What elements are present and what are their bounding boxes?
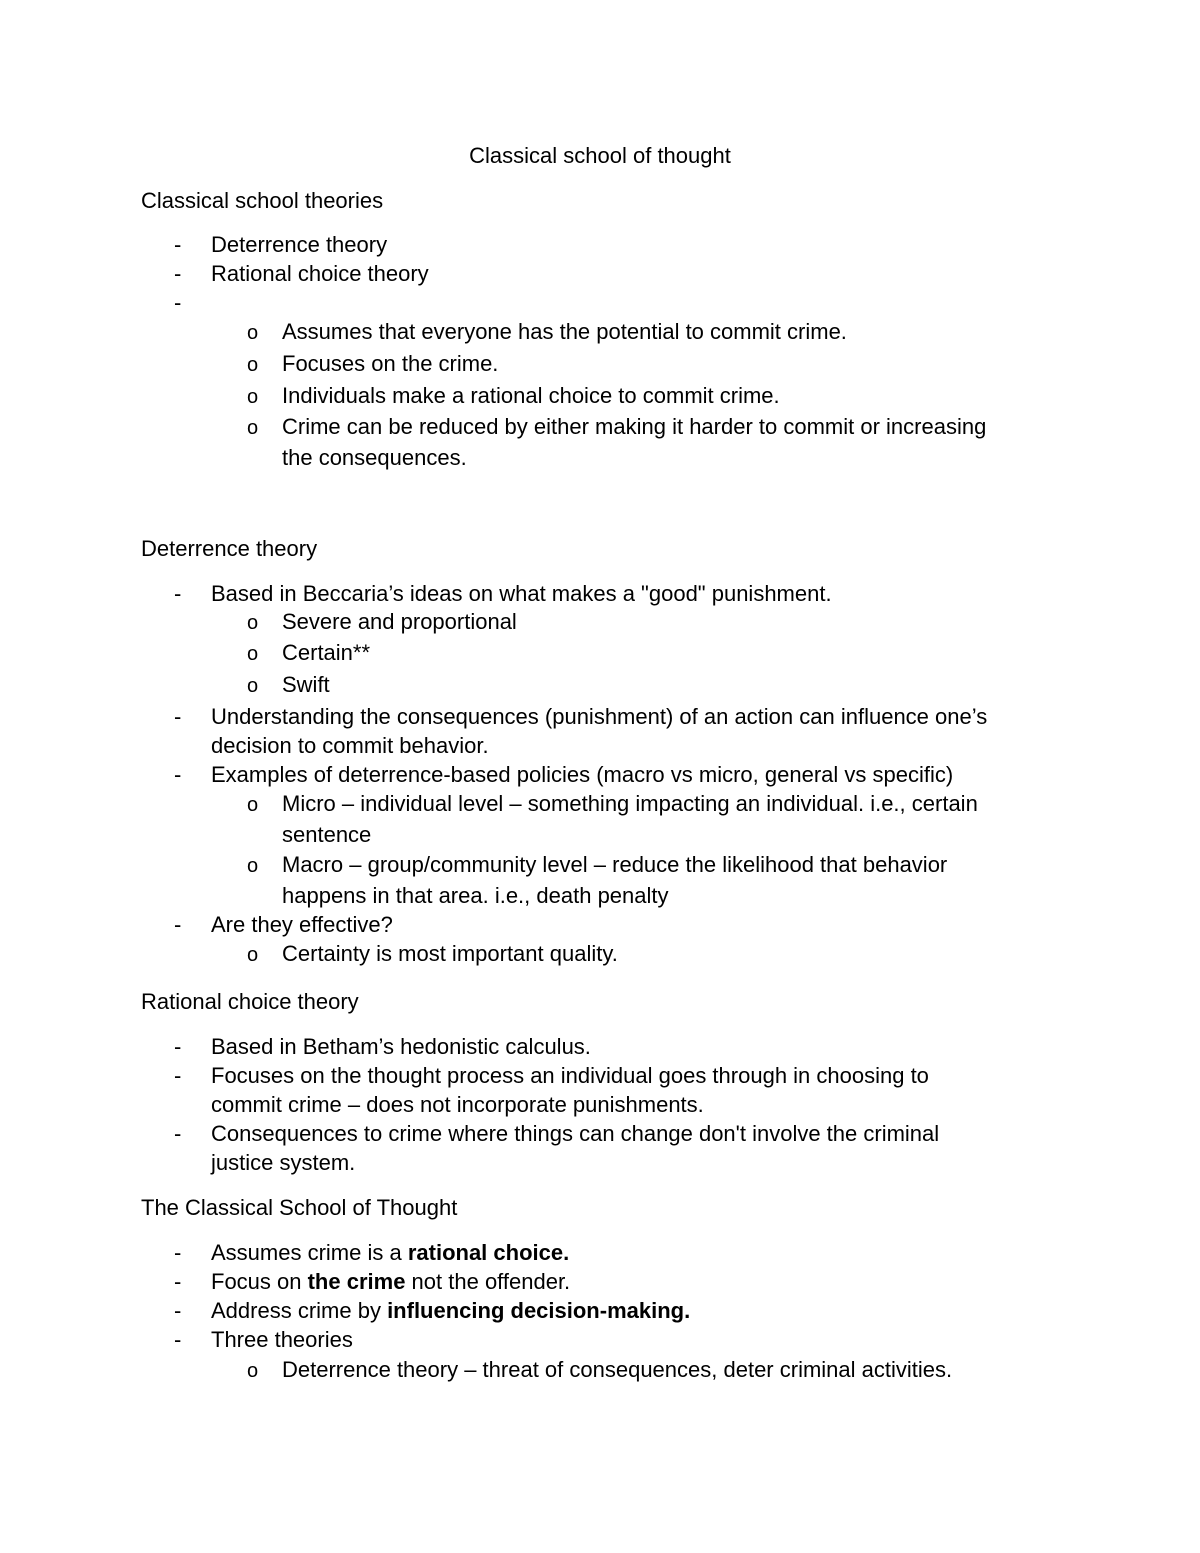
dash-bullet: -: [174, 704, 182, 729]
text-run: Address crime by: [211, 1298, 388, 1323]
sub-list-item-continuation: sentence: [282, 822, 372, 847]
bold-text-run: influencing decision-making.: [387, 1298, 691, 1323]
circle-bullet: o: [247, 417, 259, 439]
dash-bullet: -: [174, 1121, 182, 1146]
sub-list-item: Crime can be reduced by either making it harder to commit or increasing: [282, 414, 987, 439]
dash-bullet: -: [174, 232, 182, 257]
dash-bullet: -: [174, 1298, 182, 1323]
section-heading-deterrence-theory: Deterrence theory: [141, 536, 318, 561]
list-item: [211, 1267, 1071, 1297]
sub-list-item: Certainty is most important quality.: [282, 941, 618, 966]
circle-bullet: o: [247, 1360, 259, 1382]
sub-list-item: Severe and proportional: [282, 609, 517, 634]
list-item: Are they effective?: [211, 912, 393, 937]
page-title: Classical school of thought: [469, 143, 731, 168]
sub-list-item: Focuses on the crime.: [282, 351, 499, 376]
list-item-continuation: decision to commit behavior.: [211, 733, 489, 758]
sub-list-item: Deterrence theory – threat of consequences, deter criminal activities.: [282, 1357, 953, 1382]
sub-list-item: Individuals make a rational choice to commit crime.: [282, 383, 780, 408]
dash-bullet: -: [174, 261, 182, 286]
circle-bullet: o: [247, 322, 259, 344]
sub-list-item: Macro – group/community level – reduce the likelihood that behavior: [282, 852, 948, 877]
circle-bullet: o: [247, 354, 259, 376]
circle-bullet: o: [247, 612, 259, 634]
dash-bullet: -: [174, 762, 182, 787]
dash-bullet: -: [174, 1063, 182, 1088]
section-heading-rational-choice: Rational choice theory: [141, 989, 359, 1014]
dash-bullet: -: [174, 912, 182, 937]
list-item-continuation: justice system.: [211, 1150, 356, 1175]
dash-bullet: -: [174, 290, 182, 315]
list-item: Focuses on the thought process an individual goes through in choosing to: [211, 1063, 929, 1088]
list-item: Deterrence theory: [211, 232, 388, 257]
text-run: not the offender.: [405, 1269, 571, 1294]
list-item: Consequences to crime where things can change don't involve the criminal: [211, 1121, 940, 1146]
dash-bullet: -: [174, 1269, 182, 1294]
circle-bullet: o: [247, 794, 259, 816]
text-run: Assumes crime is a: [211, 1240, 408, 1265]
sub-list-item: Micro – individual level – something impacting an individual. i.e., certain: [282, 791, 978, 816]
section-heading-classical-theories: Classical school theories: [141, 188, 384, 213]
circle-bullet: o: [247, 855, 259, 877]
sub-list-item-continuation: the consequences.: [282, 445, 467, 470]
list-item-continuation: commit crime – does not incorporate punishments.: [211, 1092, 704, 1117]
circle-bullet: o: [247, 386, 259, 408]
dash-bullet: -: [174, 1327, 182, 1352]
dash-bullet: -: [174, 1034, 182, 1059]
sub-list-item-continuation: happens in that area. i.e., death penalty: [282, 883, 669, 908]
list-item: Understanding the consequences (punishment) of an action can influence one’s: [211, 704, 988, 729]
bold-text-run: rational choice.: [407, 1240, 570, 1265]
list-item: Based in Betham’s hedonistic calculus.: [211, 1034, 591, 1059]
dash-bullet: -: [174, 581, 182, 606]
list-item: [211, 1238, 1071, 1268]
circle-bullet: o: [247, 643, 259, 665]
list-item: [211, 1296, 1071, 1326]
text-run: Focus on: [211, 1269, 308, 1294]
circle-bullet: o: [247, 675, 259, 697]
dash-bullet: -: [174, 1240, 182, 1265]
circle-bullet: o: [247, 944, 259, 966]
list-item: Three theories: [211, 1327, 353, 1352]
sub-list-item: Certain**: [282, 640, 371, 665]
section-heading-classical-school: The Classical School of Thought: [141, 1195, 458, 1220]
bold-text-run: the crime: [307, 1269, 406, 1294]
list-item: Rational choice theory: [211, 261, 429, 286]
list-item: Examples of deterrence-based policies (macro vs micro, general vs specific): [211, 762, 954, 787]
sub-list-item: Swift: [282, 672, 330, 697]
sub-list-item: Assumes that everyone has the potential to commit crime.: [282, 319, 847, 344]
list-item: Based in Beccaria’s ideas on what makes a "good" punishment.: [211, 581, 832, 606]
